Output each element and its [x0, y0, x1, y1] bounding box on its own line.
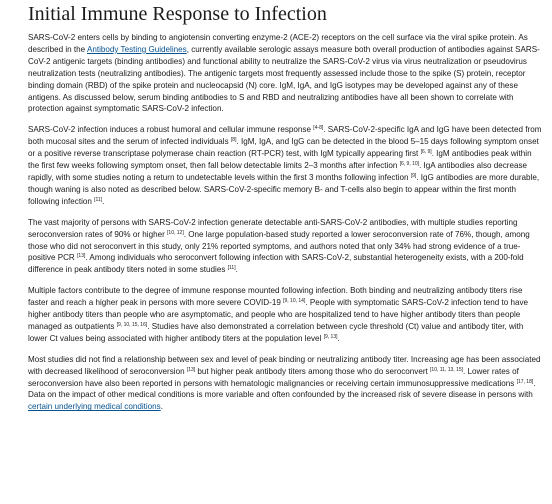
inline-link[interactable]: certain underlying medical conditions — [28, 402, 161, 412]
citation-ref: [4-8] — [313, 125, 324, 132]
paragraph-text: SARS-CoV-2 infection induces a robust humoral and cellular immune response — [28, 125, 314, 135]
paragraph-text: . — [102, 196, 105, 206]
citation-ref: [9, 13] — [323, 333, 338, 340]
paragraph-text: SARS-CoV-2 enters cells by binding to angiotensin converting enzyme-2 (ACE-2) receptors on the cell surface via the viral spike protein. As described in the — [28, 33, 528, 54]
paragraph-text: The vast majority of persons with SARS-CoV-2 infection generate detectable anti-SARS-CoV-2 antibodies, with multiple studies reporting seroconversion rates of 90% or higher — [28, 217, 518, 239]
citation-ref: [17, 18] — [516, 378, 534, 385]
paragraph — [28, 217, 542, 277]
paragraph-text: . Lower rates of seroconversion have also been reported in persons with hematologic malignancies or receiving certain immunosuppressive medications — [28, 366, 519, 388]
paragraph-text: . SARS-CoV-2-specific IgA and IgG have been detected from both mucosal sites and the serum of infected individuals — [28, 125, 542, 147]
paragraph-text: . IgG antibodies are more durable, though waning is also noted as described below. SARS-CoV-2-specific memory B- and T-cells also begin to appear within the first month following infection — [28, 172, 540, 206]
paragraph — [28, 285, 542, 345]
citation-ref: [13] — [186, 366, 196, 373]
paragraph-text: . One large population-based study reported a lower seroconversion rate of 76%, though, among those who did not seroconvert in this study, only 21% reported symptoms, and authors noted that only 34% had strong evidence of a true-positive PCR — [28, 229, 530, 263]
paragraph-text: . — [235, 265, 238, 275]
inline-link[interactable]: Antibody Testing Guidelines — [86, 44, 187, 54]
paragraph-text: , currently available serologic assays measure both overall production of antibodies against SARS-CoV-2 antigenic targets (binding antibodies) and functional ability to neutralize the SARS-CoV-2 virus via virus neutralization or pseudovirus neutralization tests (neutralizing antibodies). The antigenic targets most frequently assessed include those to the spike (S) protein, receptor binding domain (RBD) of the spike protein and nucleocapsid (N) core. IgM, IgA, and IgG isotypes may be developed against any of these antigens. As discussed below, serum binding antibodies to S and RBD and neutralizing antibodies have all been shown to correlate with protection against symptomatic SARS-CoV-2 infection. — [28, 44, 540, 114]
paragraph-text: but higher peak antibody titers among those who do seroconvert — [195, 366, 431, 376]
paragraph-text: . IgA antibodies also decrease rapidly, with some studies noting a return to undetectable levels within the first 3 months following infection — [28, 161, 528, 182]
citation-ref: [6, 9] — [420, 149, 432, 156]
article-body — [28, 32, 542, 413]
citation-ref: [11] — [227, 265, 236, 272]
paragraph-text: Most studies did not find a relationship between sex and level of peak binding or neutralizing antibody titer. Increasing age has been associated with decreased likelihood of seroconversion — [28, 354, 541, 376]
paragraph-text: . People with symptomatic SARS-CoV-2 infection tend to have higher antibody titers than people who are asymptomatic, and people who are hospitalized tend to have higher antibody titers than people managed as outpatients — [28, 298, 529, 331]
paragraph-text: . — [160, 402, 163, 412]
paragraph — [28, 354, 542, 414]
citation-ref: [10, 11, 13, 15] — [430, 366, 464, 373]
paragraph-text: . IgM antibodies peak within the first few weeks following symptom onset, then fall below detectable limits 2–3 months after infection — [28, 149, 532, 171]
citation-ref: [6, 9, 10] — [399, 161, 420, 168]
citation-ref: [9, 10, 15, 16] — [116, 321, 148, 328]
paragraph-text: . — [337, 333, 340, 343]
paragraph-text: Multiple factors contribute to the degree of immune response mounted following infection. Both binding and neutralizing antibody titers rise faster and reach a higher peak in persons with more severe COVID-19 — [28, 286, 523, 308]
paragraph — [28, 124, 542, 207]
paragraph-text: . IgM, IgA, and IgG can be detected in the blood 5–15 days following symptom onset or a positive reverse transcriptase polymerase chain reaction (RT-PCR) test, with IgM typically appearing first — [28, 137, 539, 159]
citation-ref: [13] — [77, 253, 86, 260]
paragraph-text: . Data on the impact of other medical conditions is more variable and often confounded by the increased risk of severe disease in persons with — [28, 378, 536, 400]
citation-ref: [9, 10, 14] — [283, 298, 306, 305]
citation-ref: [10, 12] — [167, 229, 184, 236]
page-title: Initial Immune Response to Infection — [28, 3, 327, 25]
citation-ref: [11] — [94, 196, 103, 203]
paragraph-text: . Studies have also demonstrated a correlation between cycle threshold (Ct) value and antibody titer, with lower Ct values being associated with higher antibody titers at the population level — [28, 321, 524, 343]
paragraph — [28, 32, 542, 115]
paragraph-text: . Among individuals who seroconvert following infection with SARS-CoV-2, substantial heterogeneity exists, with a 200-fold difference in peak antibody titers noted in some studies — [28, 253, 524, 275]
citation-ref: [8] — [230, 137, 237, 144]
citation-ref: [9] — [410, 172, 417, 179]
